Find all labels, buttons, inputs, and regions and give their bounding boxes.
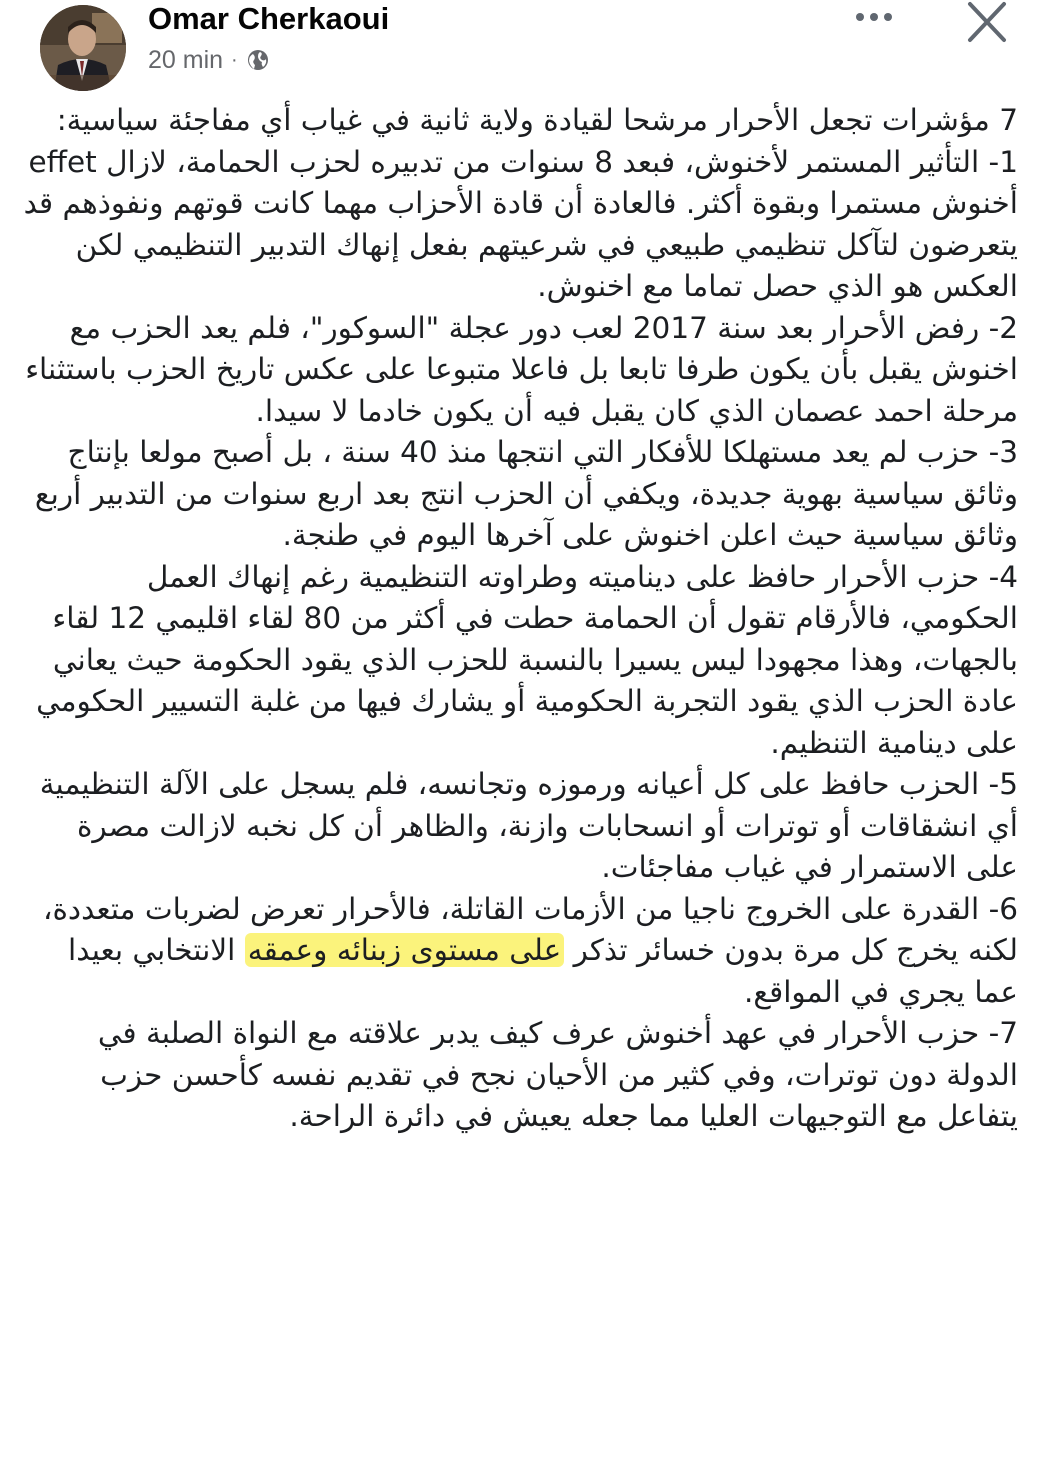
list-item: 7- حزب الأحرار في عهد أخنوش عرف كيف يدبر علاقته مع النواة الصلبة في الدولة دون توترات، وفي كثير من الأحيان نجح في تقديم نفسه كأحسن حزب يتفاعل مع التوجيهات العليا مما جعله يعيش في دائرة الراحة. (97, 1016, 1018, 1133)
list-item-text: الانتخابي بعيدا عما يجري في المواقع. (68, 933, 1018, 1009)
more-dot (856, 13, 864, 21)
post-header (0, 0, 1040, 90)
list-item: 2- رفض الأحرار بعد سنة 2017 لعب دور عجلة "السوكور"، فلم يعد الحزب مع اخنوش يقبل بأن يكون طرفا تابعا بل فاعلا متبوعا على عكس تاريخ الحزب باستثناء مرحلة احمد عصمان الذي كان يقبل فيه أن يكون خادما لا سيدا. (25, 310, 1018, 428)
list-item: 1- التأثير المستمر لأخنوش، فبعد 8 سنوات من تدبيره لحزب الحمامة، لازال effet أخنوش مستمرا وبقوة أكثر. فالعادة أن قادة الأحزاب مهما كانت قوتهم ونفوذهم قد يتعرضون لتآكل تنظيمي طبيعي في شرعيتهم بفعل إنهاك التدبير التنظيمي لكن العكس هو الذي حصل تماما مع اخنوش. (23, 144, 1018, 303)
close-icon[interactable] (962, 0, 1012, 44)
more-dot (884, 13, 892, 21)
list-item: 4- حزب الأحرار حافظ على ديناميته وطراوته التنظيمية رغم إنهاك العمل الحكومي، فالأرقام تقول أن الحمامة حطت في أكثر من 80 لقاء اقليمي 12 لقاء بالجهات، وهذا مجهودا ليس يسيرا بالنسبة للحزب الذي يقود الحكومة حيث يعاني عادة الحزب الذي يقود التجربة الحكومية أو يشارك فيها من غلبة التسيير الحكومي على دينامية التنظيم. (36, 559, 1018, 760)
list-item: 3- حزب لم يعد مستهلكا للأفكار التي انتجها منذ 40 سنة ، بل أصبح مولعا بإنتاج وثائق سياسية بهوية جديدة، ويكفي أن الحزب انتج بعد اربع سنوات من التدبير أربع وثائق سياسية حيث اعلن اخنوش على آخرها اليوم في طنجة. (34, 435, 1018, 552)
post-text (22, 100, 1018, 1138)
more-dot (870, 13, 878, 21)
avatar[interactable] (40, 5, 126, 91)
avatar-photo (40, 5, 126, 91)
highlighted-text: على مستوى زبنائه وعمقه (245, 933, 564, 967)
list-item: 5- الحزب حافظ على كل أعيانه ورموزه وتجانسه، فلم يسجل على الآلة التنظيمية أي انشقاقات أو توترات أو انسحابات وازنة، والظاهر أن كل نخبه لازالت مصرة على الاستمرار في غياب مفاجئات. (39, 767, 1018, 884)
more-options-icon[interactable] (848, 2, 900, 32)
post-time[interactable]: 20 min (148, 46, 224, 74)
list-item-text: 6- القدرة على الخروج ناجيا من الأزمات القاتلة، فالأحرار تعرض لضربات متعددة، لكنه يخرج كل مرة بدون خسائر تذكر (42, 891, 1018, 967)
author-name[interactable]: Omar Cherkaoui (148, 1, 390, 36)
meta-separator: · (231, 49, 238, 71)
post-title: 7 مؤشرات تجعل الأحرار مرشحا لقيادة ولاية ثانية في غياب أي مفاجئة سياسية: (56, 103, 1018, 137)
post-meta (148, 44, 270, 76)
list-item (22, 889, 1018, 1014)
globe-icon (246, 48, 270, 72)
